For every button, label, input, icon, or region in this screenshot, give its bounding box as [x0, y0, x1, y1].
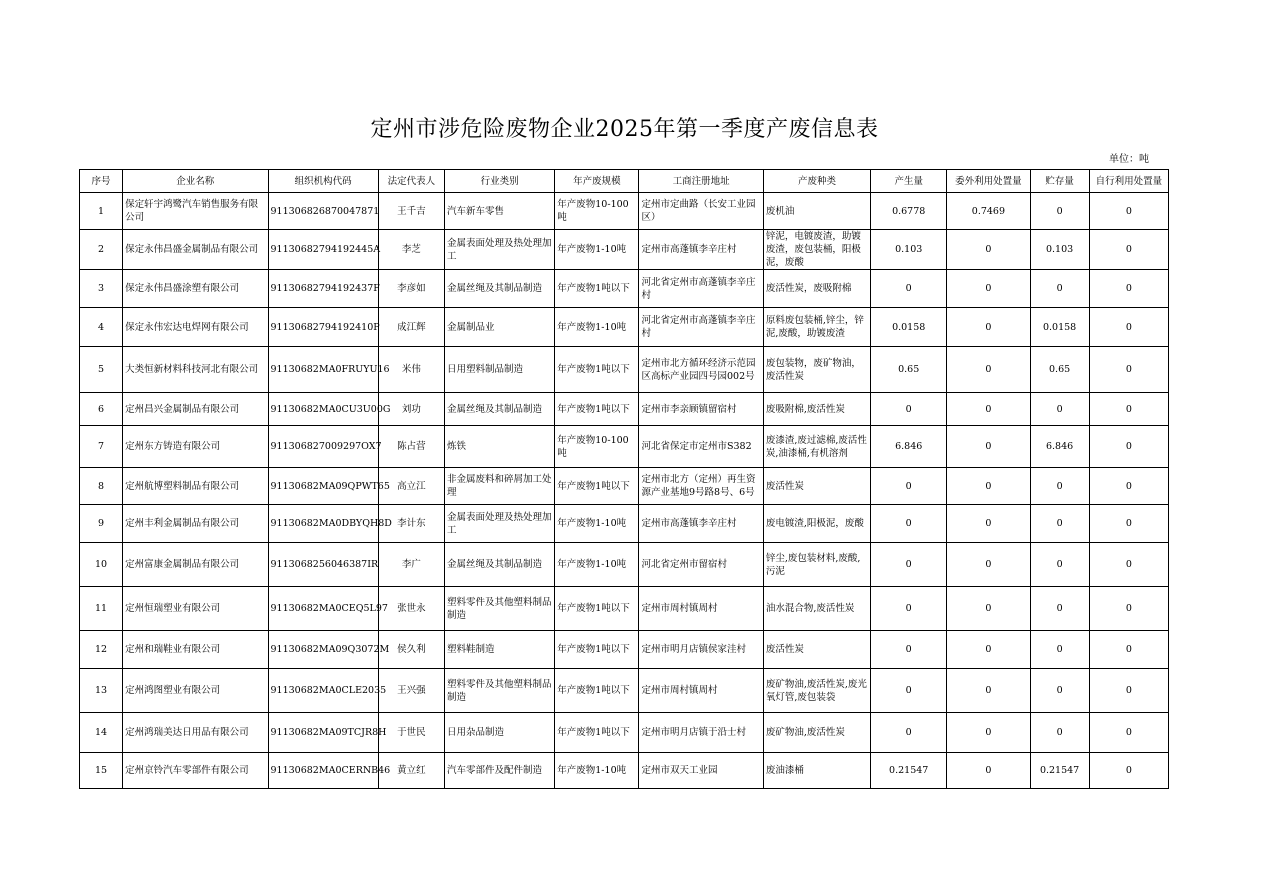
industry: 汽车零部件及配件制造 [444, 753, 554, 789]
company-name: 定州鸿图塑业有限公司 [123, 669, 268, 713]
company-name: 保定永伟昌盛涂塑有限公司 [123, 270, 268, 308]
produced-amount: 0.21547 [871, 753, 947, 789]
company-name: 定州丰利金属制品有限公司 [123, 505, 268, 543]
waste-scale: 年产废物10-100吨 [555, 426, 639, 468]
waste-types: 废矿物油,废活性炭 [763, 713, 870, 753]
legal-rep: 王兴强 [378, 669, 444, 713]
industry: 塑料零件及其他塑料制品制造 [444, 587, 554, 631]
company-name: 保定永伟宏达电焊网有限公司 [123, 308, 268, 347]
industry: 日用杂品制造 [444, 713, 554, 753]
outsourced-amount: 0 [947, 587, 1030, 631]
table-row [80, 543, 1169, 587]
produced-amount: 0.0158 [871, 308, 947, 347]
industry: 金属丝绳及其制品制造 [444, 543, 554, 587]
produced-amount: 6.846 [871, 426, 947, 468]
industry: 塑料鞋制造 [444, 631, 554, 669]
legal-rep: 米伟 [378, 347, 444, 393]
reg-address: 定州市定曲路（长安工业园区） [639, 193, 763, 230]
self-disposal-amount: 0 [1089, 347, 1168, 393]
header-scale: 年产废规模 [555, 170, 639, 193]
row-number: 10 [80, 543, 123, 587]
waste-scale: 年产废物1吨以下 [555, 631, 639, 669]
org-code: 91130682MA0FRUYU16 [268, 347, 378, 393]
waste-scale: 年产废物1吨以下 [555, 669, 639, 713]
company-name: 定州昌兴金属制品有限公司 [123, 393, 268, 426]
row-number: 3 [80, 270, 123, 308]
row-number: 11 [80, 587, 123, 631]
reg-address: 河北省定州市高蓬镇李辛庄村 [639, 308, 763, 347]
waste-scale: 年产废物1-10吨 [555, 230, 639, 270]
waste-scale: 年产废物1-10吨 [555, 753, 639, 789]
outsourced-amount: 0 [947, 270, 1030, 308]
produced-amount: 0 [871, 713, 947, 753]
waste-types: 锌泥，电镀废渣，助镀废渣，废包装桶，阳极泥，废酸 [763, 230, 870, 270]
company-name: 定州东方铸造有限公司 [123, 426, 268, 468]
org-code: 911306826870047871 [268, 193, 378, 230]
waste-types: 废活性炭，废吸附棉 [763, 270, 870, 308]
org-code: 91130682794192437F [268, 270, 378, 308]
table-row [80, 669, 1169, 713]
stored-amount: 0 [1030, 393, 1089, 426]
header-code: 组织机构代码 [268, 170, 378, 193]
reg-address: 定州市周村镇周村 [639, 669, 763, 713]
table-row [80, 193, 1169, 230]
org-code: 911306827009297OX7 [268, 426, 378, 468]
row-number: 4 [80, 308, 123, 347]
self-disposal-amount: 0 [1089, 308, 1168, 347]
self-disposal-amount: 0 [1089, 669, 1168, 713]
table-row [80, 468, 1169, 505]
industry: 金属制品业 [444, 308, 554, 347]
stored-amount: 0 [1030, 193, 1089, 230]
company-name: 保定永伟昌盛金属制品有限公司 [123, 230, 268, 270]
self-disposal-amount: 0 [1089, 631, 1168, 669]
waste-types: 废机油 [763, 193, 870, 230]
stored-amount: 0 [1030, 543, 1089, 587]
reg-address: 河北省定州市高蓬镇李辛庄村 [639, 270, 763, 308]
industry: 非金属废料和碎屑加工处理 [444, 468, 554, 505]
stored-amount: 0 [1030, 713, 1089, 753]
header-produced: 产生量 [871, 170, 947, 193]
org-code: 91130682MA0DBYQH8D [268, 505, 378, 543]
self-disposal-amount: 0 [1089, 426, 1168, 468]
company-name: 保定轩宇鸿鹭汽车销售服务有限公司 [123, 193, 268, 230]
waste-scale: 年产废物1吨以下 [555, 468, 639, 505]
org-code: 91130682MA0CU3U00G [268, 393, 378, 426]
waste-scale: 年产废物1-10吨 [555, 308, 639, 347]
reg-address: 定州市高蓬镇李辛庄村 [639, 505, 763, 543]
produced-amount: 0 [871, 505, 947, 543]
company-name: 定州航博塑料制品有限公司 [123, 468, 268, 505]
outsourced-amount: 0 [947, 426, 1030, 468]
self-disposal-amount: 0 [1089, 713, 1168, 753]
legal-rep: 李计东 [378, 505, 444, 543]
org-code: 91130682794192445A [268, 230, 378, 270]
legal-rep: 侯久利 [378, 631, 444, 669]
stored-amount: 6.846 [1030, 426, 1089, 468]
company-name: 定州京铃汽车零部件有限公司 [123, 753, 268, 789]
org-code: 91130682MA0CERNB46 [268, 753, 378, 789]
legal-rep: 李彦如 [378, 270, 444, 308]
table-row [80, 753, 1169, 789]
reg-address: 定州市明月店镇于沿士村 [639, 713, 763, 753]
produced-amount: 0 [871, 543, 947, 587]
stored-amount: 0.21547 [1030, 753, 1089, 789]
header-rep: 法定代表人 [378, 170, 444, 193]
reg-address: 定州市北方循环经济示范园区高标产业园四号园002号 [639, 347, 763, 393]
waste-scale: 年产废物1吨以下 [555, 393, 639, 426]
row-number: 6 [80, 393, 123, 426]
waste-scale: 年产废物10-100吨 [555, 193, 639, 230]
produced-amount: 0.103 [871, 230, 947, 270]
reg-address: 河北省保定市定州市S382 [639, 426, 763, 468]
waste-types: 废活性炭 [763, 468, 870, 505]
produced-amount: 0 [871, 669, 947, 713]
waste-types: 废吸附棉,废活性炭 [763, 393, 870, 426]
produced-amount: 0 [871, 631, 947, 669]
self-disposal-amount: 0 [1089, 753, 1168, 789]
waste-scale: 年产废物1吨以下 [555, 713, 639, 753]
self-disposal-amount: 0 [1089, 587, 1168, 631]
waste-scale: 年产废物1吨以下 [555, 270, 639, 308]
company-name: 定州和瑞鞋业有限公司 [123, 631, 268, 669]
header-address: 工商注册地址 [639, 170, 763, 193]
header-self: 自行利用处置量 [1089, 170, 1168, 193]
table-row [80, 587, 1169, 631]
industry: 炼铁 [444, 426, 554, 468]
stored-amount: 0 [1030, 505, 1089, 543]
self-disposal-amount: 0 [1089, 505, 1168, 543]
industry: 金属丝绳及其制品制造 [444, 393, 554, 426]
reg-address: 定州市明月店镇侯家洼村 [639, 631, 763, 669]
table-row [80, 631, 1169, 669]
header-stored: 贮存量 [1030, 170, 1089, 193]
produced-amount: 0.6778 [871, 193, 947, 230]
reg-address: 定州市周村镇周村 [639, 587, 763, 631]
self-disposal-amount: 0 [1089, 468, 1168, 505]
waste-scale: 年产废物1-10吨 [555, 543, 639, 587]
header-name: 企业名称 [123, 170, 268, 193]
org-code: 9113068256046387IR [268, 543, 378, 587]
produced-amount: 0 [871, 587, 947, 631]
reg-address: 定州市高蓬镇李辛庄村 [639, 230, 763, 270]
self-disposal-amount: 0 [1089, 193, 1168, 230]
produced-amount: 0.65 [871, 347, 947, 393]
outsourced-amount: 0 [947, 669, 1030, 713]
legal-rep: 高立江 [378, 468, 444, 505]
outsourced-amount: 0 [947, 631, 1030, 669]
industry: 金属表面处理及热处理加工 [444, 505, 554, 543]
row-number: 5 [80, 347, 123, 393]
stored-amount: 0.0158 [1030, 308, 1089, 347]
legal-rep: 李芝 [378, 230, 444, 270]
org-code: 91130682MA09QPWT65 [268, 468, 378, 505]
company-name: 大类恒新材料科技河北有限公司 [123, 347, 268, 393]
waste-types: 废矿物油,废活性炭,废光氧灯管,废包装袋 [763, 669, 870, 713]
industry: 塑料零件及其他塑料制品制造 [444, 669, 554, 713]
stored-amount: 0 [1030, 468, 1089, 505]
outsourced-amount: 0 [947, 543, 1030, 587]
org-code: 91130682MA09Q3072M [268, 631, 378, 669]
row-number: 1 [80, 193, 123, 230]
industry: 金属表面处理及热处理加工 [444, 230, 554, 270]
stored-amount: 0.65 [1030, 347, 1089, 393]
legal-rep: 陈占营 [378, 426, 444, 468]
table-row [80, 426, 1169, 468]
reg-address: 定州市双天工业园 [639, 753, 763, 789]
org-code: 91130682MA09TCJR8H [268, 713, 378, 753]
table-row [80, 713, 1169, 753]
self-disposal-amount: 0 [1089, 543, 1168, 587]
table-row [80, 230, 1169, 270]
outsourced-amount: 0 [947, 505, 1030, 543]
stored-amount: 0 [1030, 631, 1089, 669]
row-number: 9 [80, 505, 123, 543]
stored-amount: 0 [1030, 270, 1089, 308]
table-row [80, 308, 1169, 347]
outsourced-amount: 0 [947, 393, 1030, 426]
header-industry: 行业类别 [444, 170, 554, 193]
outsourced-amount: 0 [947, 468, 1030, 505]
produced-amount: 0 [871, 270, 947, 308]
self-disposal-amount: 0 [1089, 230, 1168, 270]
legal-rep: 于世民 [378, 713, 444, 753]
self-disposal-amount: 0 [1089, 270, 1168, 308]
table-row [80, 270, 1169, 308]
header-types: 产废种类 [763, 170, 870, 193]
waste-types: 锌尘,废包装材料,废酸,污泥 [763, 543, 870, 587]
industry: 金属丝绳及其制品制造 [444, 270, 554, 308]
org-code: 91130682MA0CEQ5L97 [268, 587, 378, 631]
self-disposal-amount: 0 [1089, 393, 1168, 426]
legal-rep: 王千吉 [378, 193, 444, 230]
reg-address: 定州市北方（定州）再生资源产业基地9号路8号、6号 [639, 468, 763, 505]
industry: 汽车新车零售 [444, 193, 554, 230]
company-name: 定州恒瑞塑业有限公司 [123, 587, 268, 631]
org-code: 91130682794192410P [268, 308, 378, 347]
reg-address: 定州市李亲顾镇留宿村 [639, 393, 763, 426]
table-row [80, 393, 1169, 426]
waste-types: 废活性炭 [763, 631, 870, 669]
outsourced-amount: 0 [947, 230, 1030, 270]
row-number: 8 [80, 468, 123, 505]
outsourced-amount: 0 [947, 308, 1030, 347]
header-row [80, 170, 1169, 193]
stored-amount: 0 [1030, 669, 1089, 713]
header-no: 序号 [80, 170, 123, 193]
outsourced-amount: 0 [947, 713, 1030, 753]
company-name: 定州富康金属制品有限公司 [123, 543, 268, 587]
waste-scale: 年产废物1-10吨 [555, 505, 639, 543]
row-number: 13 [80, 669, 123, 713]
row-number: 14 [80, 713, 123, 753]
outsourced-amount: 0.7469 [947, 193, 1030, 230]
company-name: 定州鸿瑞美达日用品有限公司 [123, 713, 268, 753]
waste-scale: 年产废物1吨以下 [555, 587, 639, 631]
outsourced-amount: 0 [947, 347, 1030, 393]
waste-table [79, 169, 1169, 789]
outsourced-amount: 0 [947, 753, 1030, 789]
waste-types: 废包装物，废矿物油，废活性炭 [763, 347, 870, 393]
header-outsourced: 委外利用处置量 [947, 170, 1030, 193]
row-number: 7 [80, 426, 123, 468]
produced-amount: 0 [871, 468, 947, 505]
table-row [80, 505, 1169, 543]
row-number: 12 [80, 631, 123, 669]
legal-rep: 黄立红 [378, 753, 444, 789]
waste-types: 废油漆桶 [763, 753, 870, 789]
waste-types: 油水混合物,废活性炭 [763, 587, 870, 631]
org-code: 91130682MA0CLE2035 [268, 669, 378, 713]
row-number: 2 [80, 230, 123, 270]
legal-rep: 张世永 [378, 587, 444, 631]
legal-rep: 刘功 [378, 393, 444, 426]
page-title: 定州市涉危险废物企业2025年第一季度产废信息表 [370, 117, 879, 142]
stored-amount: 0 [1030, 587, 1089, 631]
table-row [80, 347, 1169, 393]
legal-rep: 李广 [378, 543, 444, 587]
legal-rep: 成江辉 [378, 308, 444, 347]
stored-amount: 0.103 [1030, 230, 1089, 270]
produced-amount: 0 [871, 393, 947, 426]
waste-types: 原料废包装桶,锌尘，锌泥,废酸，助镀废渣 [763, 308, 870, 347]
industry: 日用塑料制品制造 [444, 347, 554, 393]
row-number: 15 [80, 753, 123, 789]
reg-address: 河北省定州市留宿村 [639, 543, 763, 587]
unit-label: 单位：吨 [1109, 154, 1149, 165]
waste-types: 废电镀渣,阳极泥，废酸 [763, 505, 870, 543]
waste-types: 废漆渣,废过滤棉,废活性炭,油漆桶,有机溶剂 [763, 426, 870, 468]
waste-scale: 年产废物1吨以下 [555, 347, 639, 393]
